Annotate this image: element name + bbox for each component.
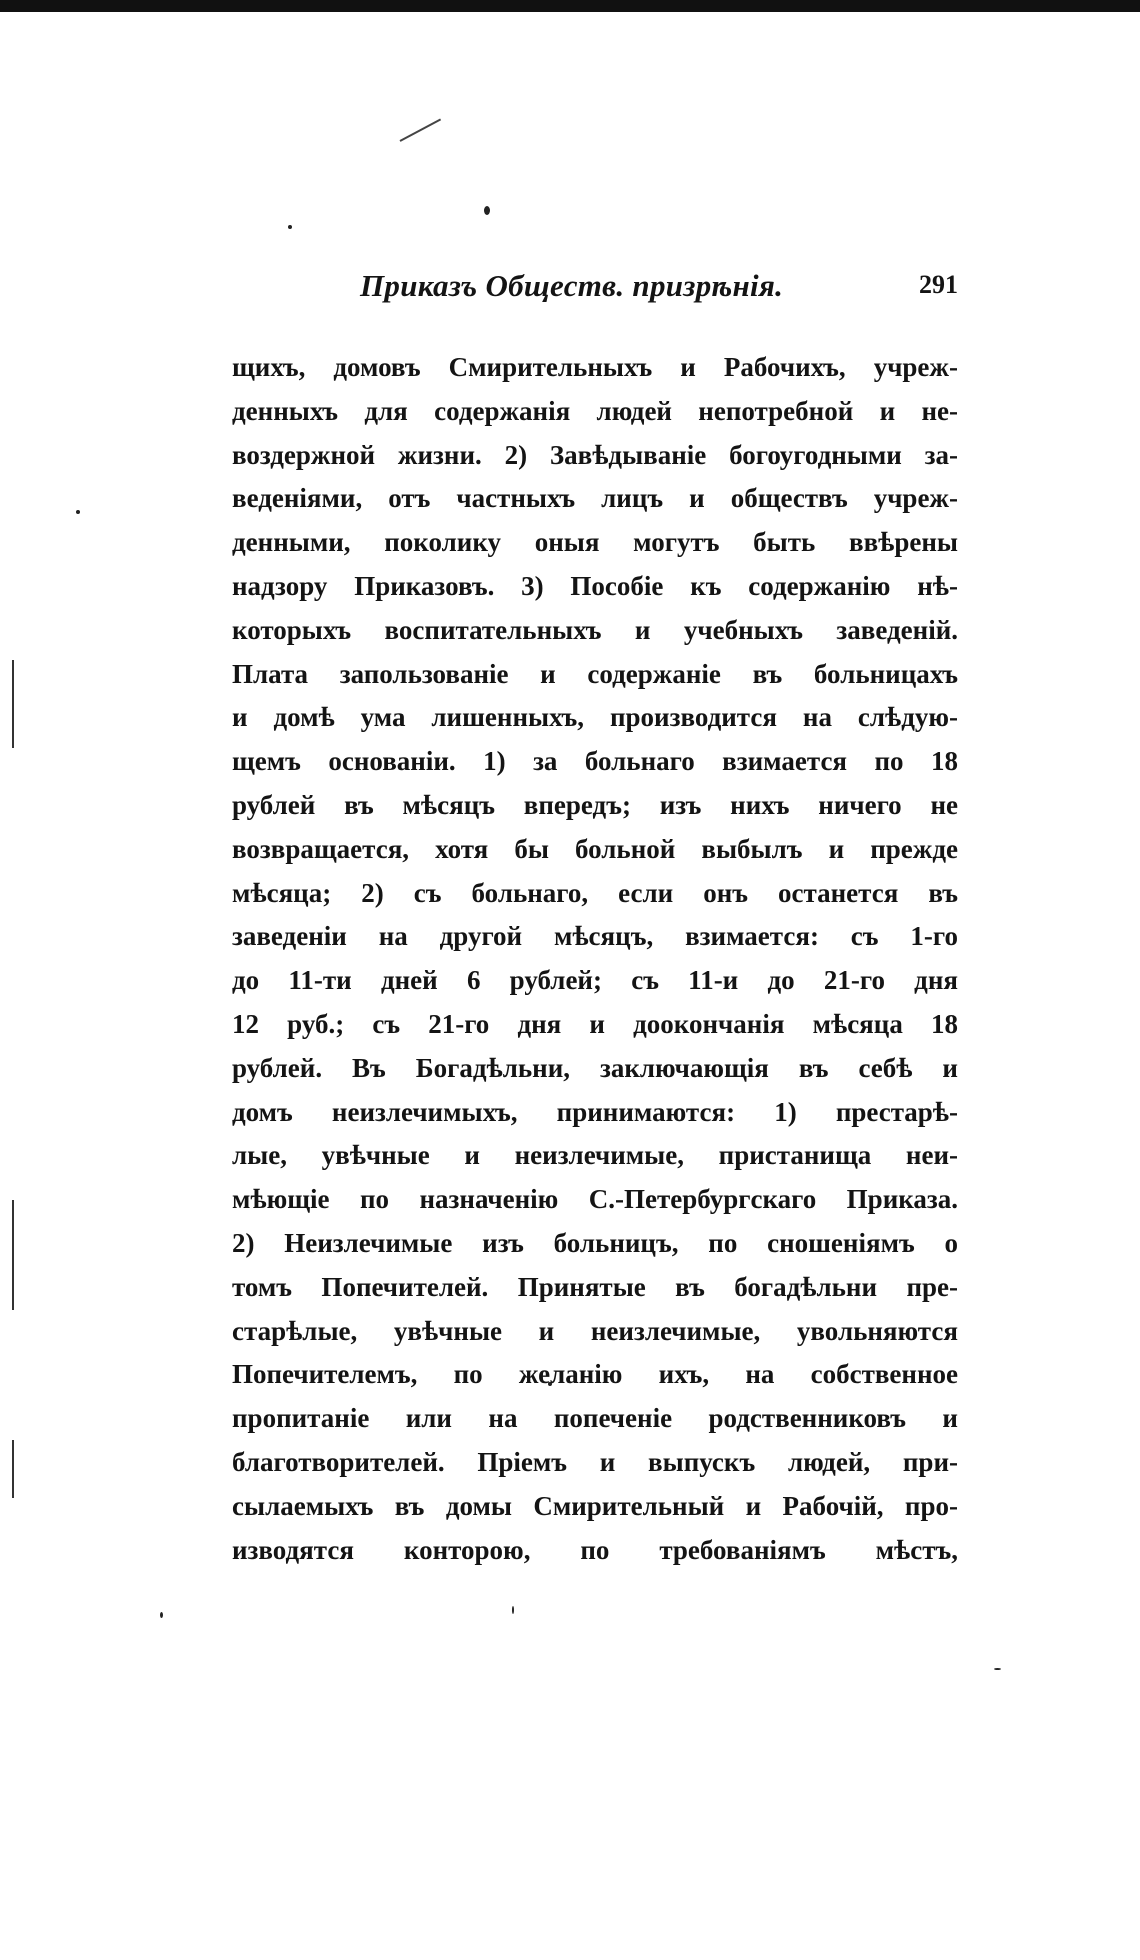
text-line: денныхъ для содержанія людей непотребной и не- <box>232 395 958 426</box>
running-title: Приказъ Обществ. призрѣнія. <box>360 268 784 303</box>
ink-scratch-mark <box>400 119 442 142</box>
text-line: щихъ, домовъ Смирительныхъ и Рабочихъ, учреж- <box>232 352 958 382</box>
text-line: возвращается, хотя бы больной выбылъ и прежде <box>232 833 958 864</box>
text-line: 12 руб.; съ 21-го дня и доокончанія мѣсяца 18 <box>232 1008 958 1039</box>
text-line: изводятся конторою, по требованіямъ мѣстъ, <box>232 1534 958 1565</box>
text-line: заведеніи на другой мѣсяцъ, взимается: съ 1-го <box>232 921 958 952</box>
text-line: до 11-ти дней 6 рублей; съ 11-и до 21-го дня <box>232 965 958 996</box>
text-line: пропитаніе или на попеченіе родственниковъ и <box>232 1403 958 1434</box>
ink-speck <box>76 510 80 514</box>
text-line: рублей. Въ Богадѣльни, заключающія въ себѣ и <box>232 1052 958 1083</box>
ink-speck <box>994 1668 1001 1670</box>
running-head <box>360 268 958 312</box>
binding-edge-mark <box>12 1200 14 1310</box>
text-line: веденіями, отъ частныхъ лицъ и обществъ учреж- <box>232 483 958 514</box>
text-line: лые, увѣчные и неизлечимые, пристанища неи- <box>232 1140 958 1171</box>
binding-edge-mark <box>12 660 14 748</box>
page-number: 291 <box>919 270 958 299</box>
text-line: 2) Неизлечимые изъ больницъ, по сношеніямъ о <box>232 1227 958 1258</box>
text-line: Плата запользованіе и содержаніе въ больницахъ <box>232 658 958 689</box>
text-line: сылаемыхъ въ домы Смирительный и Рабочій, про- <box>232 1490 958 1521</box>
text-line: которыхъ воспитательныхъ и учебныхъ заведеній. <box>232 614 958 645</box>
text-line: рублей въ мѣсяцъ впередъ; изъ нихъ ничего не <box>232 789 958 820</box>
text-line: Попечителемъ, по желанію ихъ, на собственное <box>232 1359 958 1390</box>
ink-speck <box>160 1612 163 1618</box>
binding-edge-mark <box>12 1440 14 1498</box>
text-line: томъ Попечителей. Принятые въ богадѣльни пре- <box>232 1271 958 1302</box>
text-line: и домѣ ума лишенныхъ, производится на слѣдую- <box>232 702 958 733</box>
ink-speck <box>512 1606 514 1614</box>
body-text <box>232 346 958 1572</box>
text-line: мѣсяца; 2) съ больнаго, если онъ останется въ <box>232 877 958 908</box>
text-line: домъ неизлечимыхъ, принимаются: 1) престарѣ- <box>232 1096 958 1127</box>
ink-speck <box>288 225 292 229</box>
ink-speck <box>484 206 490 215</box>
text-line: денными, поколику оныя могутъ быть ввѣрены <box>232 527 958 558</box>
text-line: старѣлые, увѣчные и неизлечимые, увольняются <box>232 1315 958 1346</box>
text-line: благотворителей. Пріемъ и выпускъ людей, при- <box>232 1446 958 1477</box>
text-line: надзору Приказовъ. 3) Пособіе къ содержанію нѣ- <box>232 570 958 601</box>
text-line: щемъ основаніи. 1) за больнаго взимается по 18 <box>232 746 958 777</box>
text-line: воздержной жизни. 2) Завѣдываніе богоугодными за- <box>232 439 958 470</box>
scan-top-edge <box>0 0 1140 12</box>
text-line: мѣющіе по назначенію С.-Петербургскаго Приказа. <box>232 1184 958 1215</box>
